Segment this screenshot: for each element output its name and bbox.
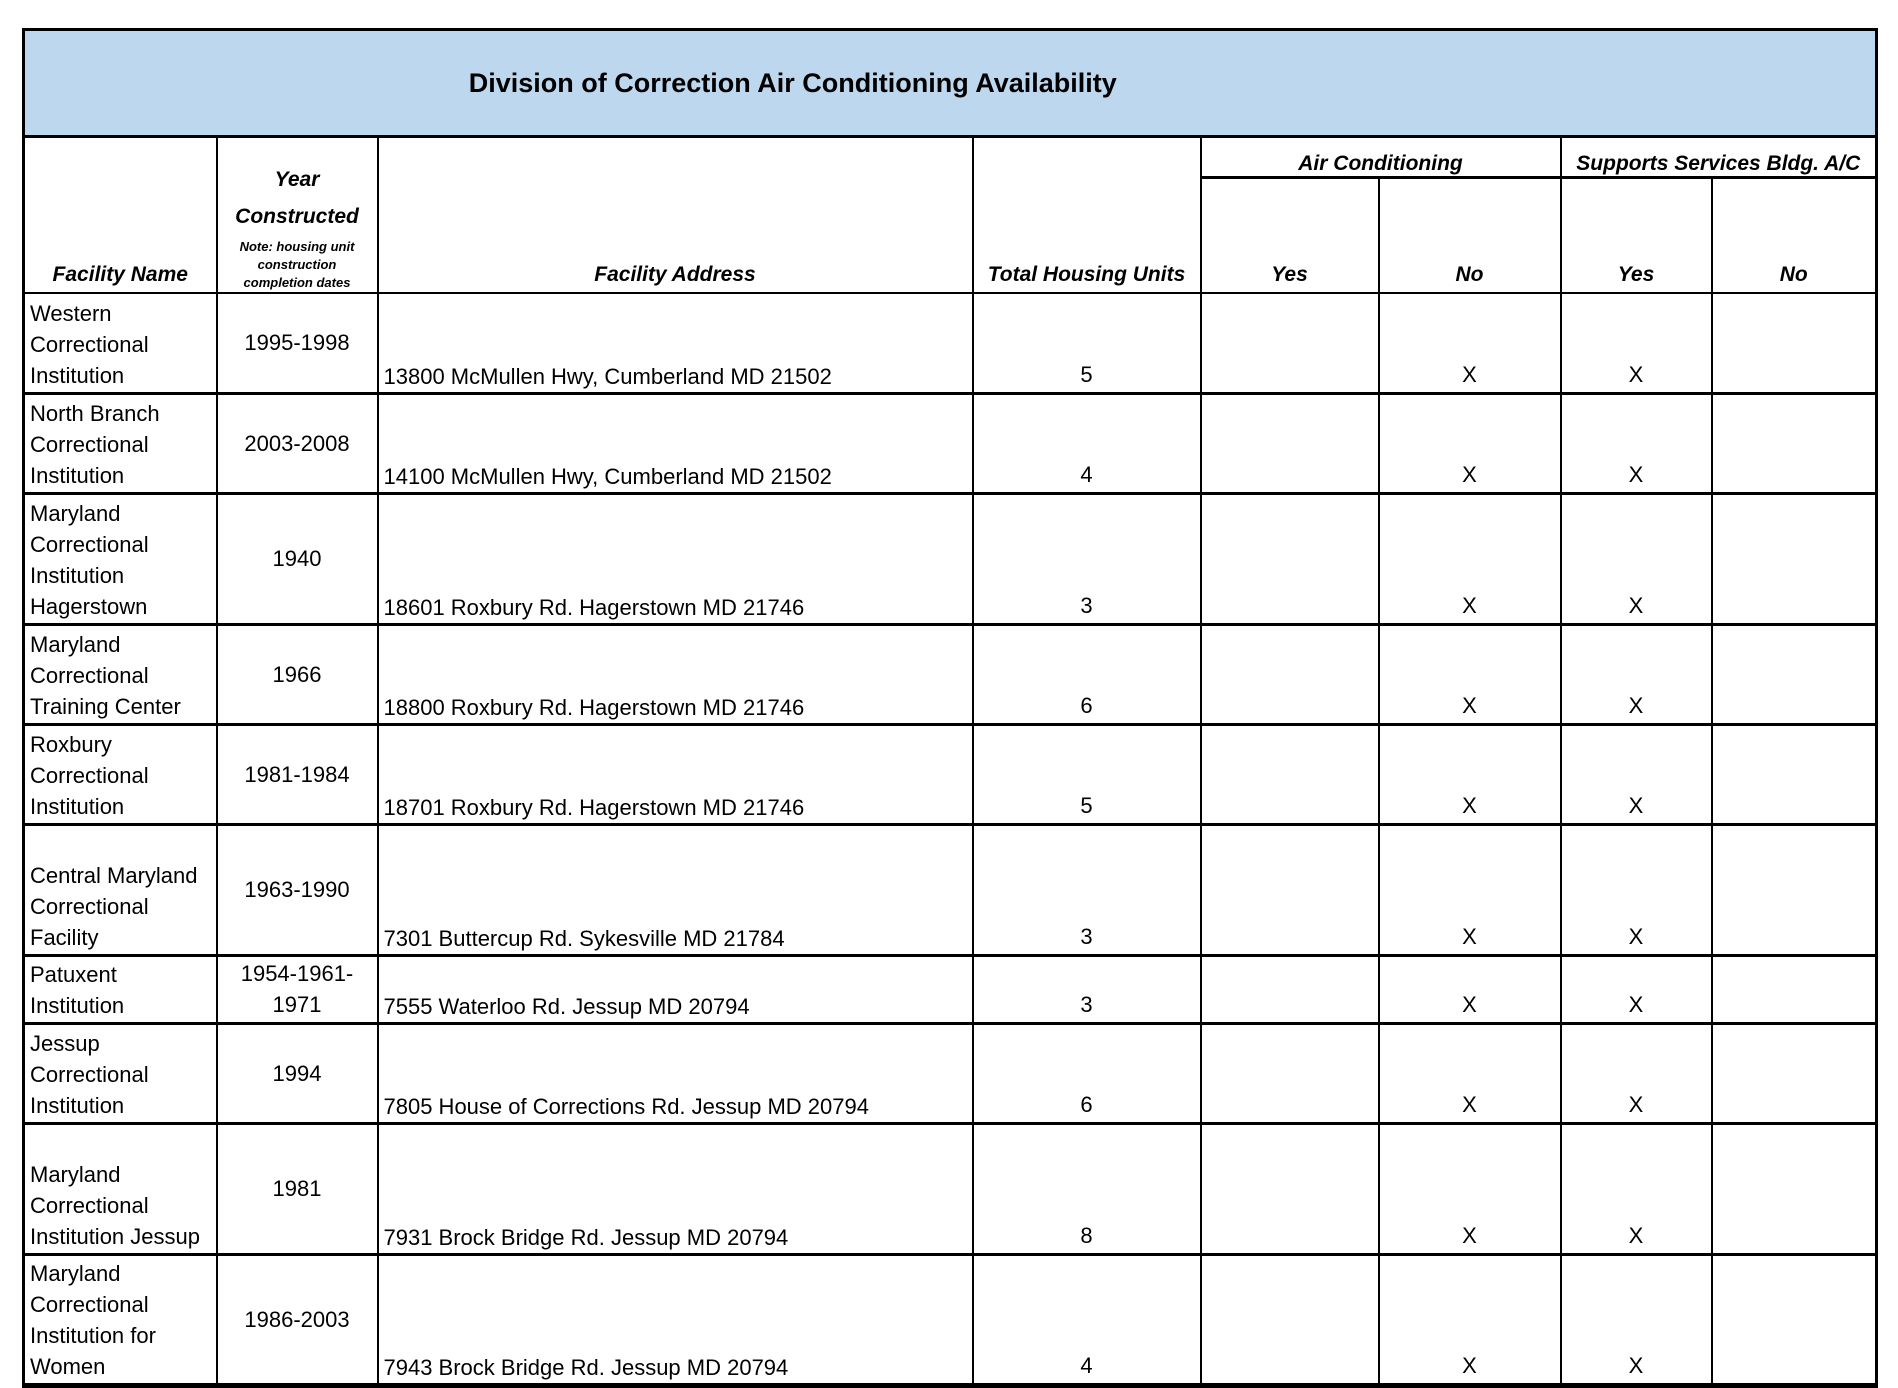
- header-year-constructed: [217, 137, 378, 294]
- total-units-cell: 5: [973, 724, 1201, 824]
- table-row: [24, 493, 1877, 624]
- ac-yes-cell: [1201, 1023, 1379, 1123]
- facility-name-cell: Maryland Correctional Institution Jessup: [24, 1123, 217, 1254]
- ac-no-cell: X: [1379, 293, 1561, 393]
- title-cell: [24, 30, 1877, 137]
- header-ac-yes: Yes: [1201, 178, 1379, 294]
- year-constructed-cell: 1994: [217, 1023, 378, 1123]
- ss-no-cell: [1712, 624, 1877, 724]
- year-constructed-cell: 1940: [217, 493, 378, 624]
- year-constructed-cell: 1986-2003: [217, 1254, 378, 1385]
- header-facility-address: Facility Address: [378, 137, 973, 294]
- table-row: [24, 393, 1877, 493]
- facility-address-cell: 18601 Roxbury Rd. Hagerstown MD 21746: [378, 493, 973, 624]
- ac-no-cell: X: [1379, 393, 1561, 493]
- ss-yes-cell: X: [1561, 1254, 1712, 1385]
- table-row: [24, 955, 1877, 1023]
- ss-yes-cell: X: [1561, 293, 1712, 393]
- title-row: [24, 30, 1877, 137]
- table-row: [24, 293, 1877, 393]
- facility-address-cell: 14100 McMullen Hwy, Cumberland MD 21502: [378, 393, 973, 493]
- header-ss-no: No: [1712, 178, 1877, 294]
- ss-yes-cell: X: [1561, 1023, 1712, 1123]
- ac-no-cell: X: [1379, 824, 1561, 955]
- ac-no-cell: X: [1379, 1254, 1561, 1385]
- header-year-note: Note: housing unit construction completion dates: [239, 239, 355, 290]
- table-row: [24, 1023, 1877, 1123]
- ac-no-cell: X: [1379, 493, 1561, 624]
- ss-yes-cell: X: [1561, 624, 1712, 724]
- ss-yes-cell: X: [1561, 724, 1712, 824]
- total-units-cell: 3: [973, 824, 1201, 955]
- facility-address-cell: 7301 Buttercup Rd. Sykesville MD 21784: [378, 824, 973, 955]
- ac-no-cell: X: [1379, 724, 1561, 824]
- total-units-cell: 6: [973, 1023, 1201, 1123]
- facility-name-cell: Patuxent Institution: [24, 955, 217, 1023]
- facility-name-cell: Roxbury Correctional Institution: [24, 724, 217, 824]
- facility-name-cell: Jessup Correctional Institution: [24, 1023, 217, 1123]
- facility-name-cell: Western Correctional Institution: [24, 293, 217, 393]
- header-ss-yes: Yes: [1561, 178, 1712, 294]
- table-row: [24, 724, 1877, 824]
- ss-no-cell: [1712, 824, 1877, 955]
- total-units-cell: 4: [973, 393, 1201, 493]
- ss-no-cell: [1712, 724, 1877, 824]
- ac-yes-cell: [1201, 1254, 1379, 1385]
- facility-address-cell: 7805 House of Corrections Rd. Jessup MD 20794: [378, 1023, 973, 1123]
- ss-no-cell: [1712, 955, 1877, 1023]
- ss-no-cell: [1712, 293, 1877, 393]
- ss-no-cell: [1712, 1023, 1877, 1123]
- ss-no-cell: [1712, 1254, 1877, 1385]
- ss-no-cell: [1712, 393, 1877, 493]
- year-constructed-cell: 1981: [217, 1123, 378, 1254]
- ac-yes-cell: [1201, 393, 1379, 493]
- ac-no-cell: X: [1379, 1123, 1561, 1254]
- total-units-cell: 3: [973, 955, 1201, 1023]
- total-units-cell: 3: [973, 493, 1201, 624]
- header-ac-no: No: [1379, 178, 1561, 294]
- ac-yes-cell: [1201, 1123, 1379, 1254]
- facility-name-cell: Maryland Correctional Institution Hagerstown: [24, 493, 217, 624]
- ac-yes-cell: [1201, 493, 1379, 624]
- year-constructed-cell: 1954-1961- 1971: [217, 955, 378, 1023]
- facility-address-cell: 7943 Brock Bridge Rd. Jessup MD 20794: [378, 1254, 973, 1385]
- ac-availability-table: [22, 28, 1878, 1388]
- year-constructed-cell: 1981-1984: [217, 724, 378, 824]
- facility-address-cell: 18701 Roxbury Rd. Hagerstown MD 21746: [378, 724, 973, 824]
- page-title: Division of Correction Air Conditioning Availability: [468, 67, 1117, 98]
- ss-no-cell: [1712, 493, 1877, 624]
- year-constructed-cell: 1963-1990: [217, 824, 378, 955]
- table-row: [24, 624, 1877, 724]
- total-units-cell: 5: [973, 293, 1201, 393]
- header-row-groups: [24, 137, 1877, 178]
- ss-yes-cell: X: [1561, 393, 1712, 493]
- year-constructed-cell: 2003-2008: [217, 393, 378, 493]
- total-units-cell: 4: [973, 1254, 1201, 1385]
- header-supports-services-group: Supports Services Bldg. A/C: [1561, 137, 1877, 178]
- ac-yes-cell: [1201, 624, 1379, 724]
- facility-name-cell: North Branch Correctional Institution: [24, 393, 217, 493]
- table-row: [24, 1123, 1877, 1254]
- ss-no-cell: [1712, 1123, 1877, 1254]
- header-facility-name: Facility Name: [24, 137, 217, 294]
- table-row: [24, 824, 1877, 955]
- header-total-housing-units: Total Housing Units: [973, 137, 1201, 294]
- year-constructed-cell: 1995-1998: [217, 293, 378, 393]
- ac-yes-cell: [1201, 955, 1379, 1023]
- facility-address-cell: 7931 Brock Bridge Rd. Jessup MD 20794: [378, 1123, 973, 1254]
- ac-yes-cell: [1201, 724, 1379, 824]
- ss-yes-cell: X: [1561, 1123, 1712, 1254]
- facility-name-cell: Central Maryland Correctional Facility: [24, 824, 217, 955]
- ac-no-cell: X: [1379, 624, 1561, 724]
- header-year-label: Year Constructed: [235, 168, 359, 228]
- table-row: [24, 1254, 1877, 1385]
- ac-yes-cell: [1201, 293, 1379, 393]
- facility-name-cell: Maryland Correctional Training Center: [24, 624, 217, 724]
- facility-address-cell: 7555 Waterloo Rd. Jessup MD 20794: [378, 955, 973, 1023]
- ac-no-cell: X: [1379, 1023, 1561, 1123]
- ac-yes-cell: [1201, 824, 1379, 955]
- ss-yes-cell: X: [1561, 824, 1712, 955]
- facility-address-cell: 13800 McMullen Hwy, Cumberland MD 21502: [378, 293, 973, 393]
- facility-address-cell: 18800 Roxbury Rd. Hagerstown MD 21746: [378, 624, 973, 724]
- total-units-cell: 8: [973, 1123, 1201, 1254]
- total-units-cell: 6: [973, 624, 1201, 724]
- ac-no-cell: X: [1379, 955, 1561, 1023]
- header-air-conditioning-group: Air Conditioning: [1201, 137, 1561, 178]
- facility-name-cell: Maryland Correctional Institution for Women: [24, 1254, 217, 1385]
- ss-yes-cell: X: [1561, 955, 1712, 1023]
- year-constructed-cell: 1966: [217, 624, 378, 724]
- ss-yes-cell: X: [1561, 493, 1712, 624]
